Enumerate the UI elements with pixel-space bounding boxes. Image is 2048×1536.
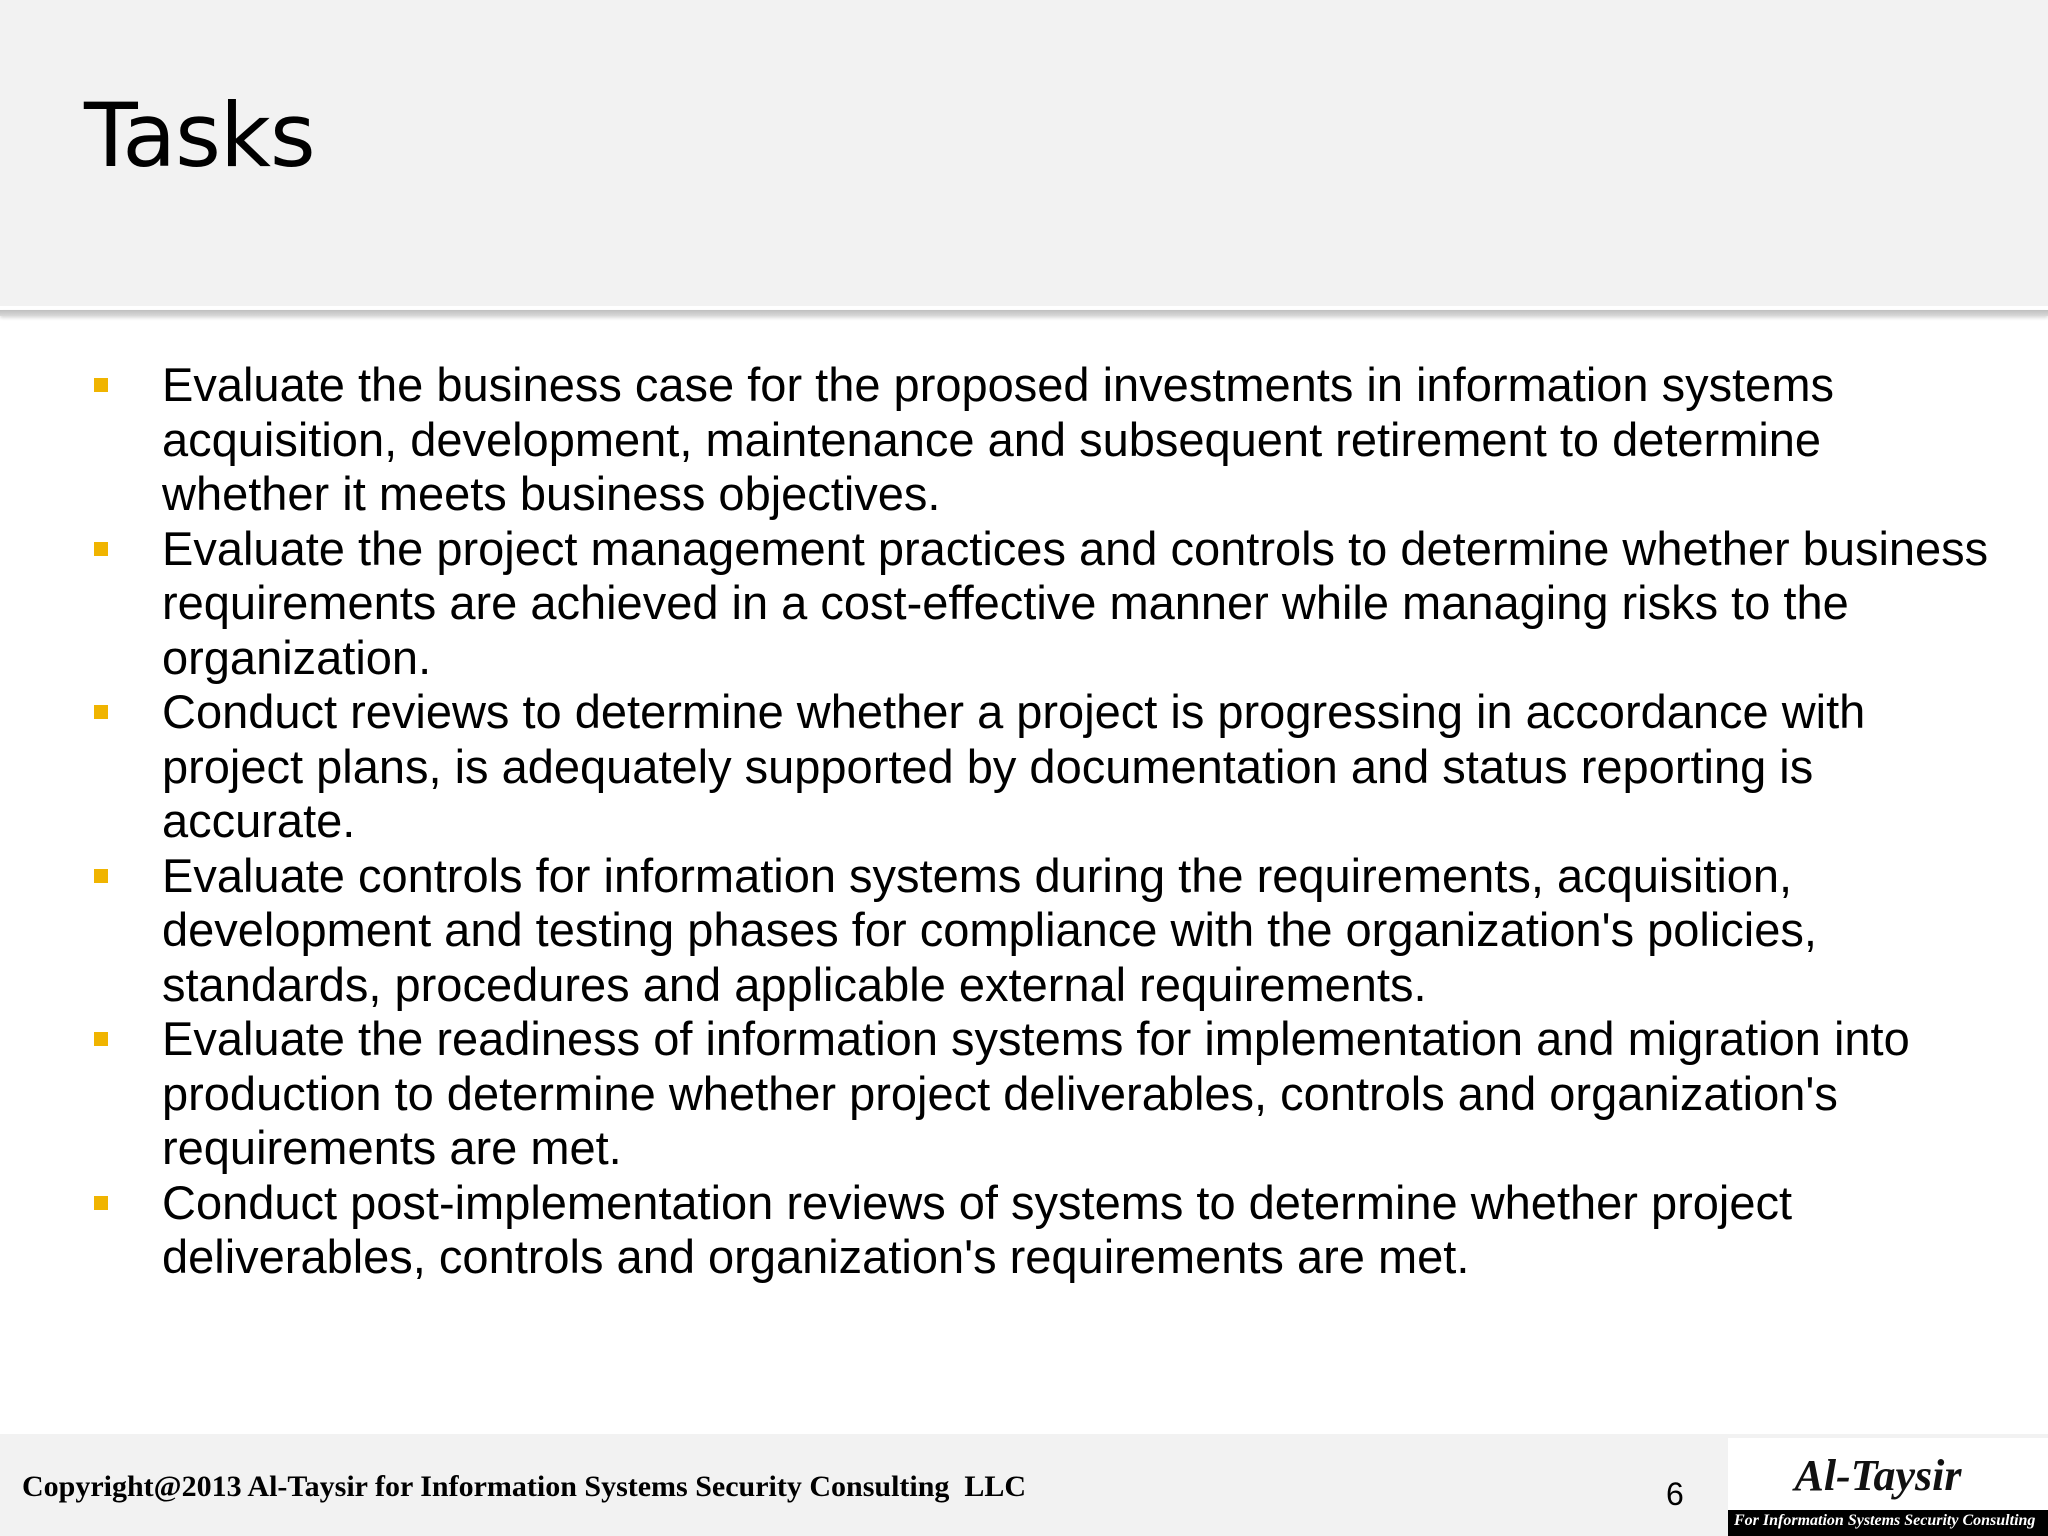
task-text: Evaluate the readiness of information systems for implementation and migration into production to determine whether project deliverables, controls and organization's requirements are met.: [162, 1012, 1910, 1174]
task-item: [92, 358, 1992, 522]
copyright-notice: Copyright@2013 Al-Taysir for Information Systems Security Consulting LLC: [22, 1470, 1027, 1503]
task-text: Conduct post-implementation reviews of systems to determine whether project deliverables, controls and organization's requirements are met.: [162, 1175, 1793, 1283]
task-item: [92, 522, 1992, 686]
bullet-square-icon: [94, 1196, 108, 1210]
task-item: [92, 1012, 1992, 1176]
task-text: Conduct reviews to determine whether a project is progressing in accordance with project plans, is adequately supported by documentation and status reporting is accurate.: [162, 685, 1866, 847]
bullet-square-icon: [94, 378, 108, 392]
slide-title: Tasks: [84, 84, 315, 187]
task-item: [92, 685, 1992, 849]
bullet-square-icon: [94, 705, 108, 719]
bullet-square-icon: [94, 869, 108, 883]
bullet-square-icon: [94, 1032, 108, 1046]
task-item: [92, 1176, 1992, 1285]
company-logo: [1728, 1438, 2048, 1536]
logo-tagline: For Information Systems Security Consulting: [1734, 1512, 2036, 1529]
task-text: Evaluate the business case for the proposed investments in information systems acquisition, development, maintenance and subsequent retirement to determine whether it meets business objectives.: [162, 358, 1834, 520]
task-list: [92, 358, 1992, 1285]
header-divider: [0, 310, 2048, 316]
task-text: Evaluate the project management practices and controls to determine whether business requirements are achieved in a cost-effective manner while managing risks to the organization.: [162, 521, 1989, 684]
page-number: 6: [1666, 1476, 1684, 1512]
bullet-square-icon: [94, 542, 108, 556]
logo-name: Al-Taysir: [1794, 1451, 1962, 1500]
task-text: Evaluate controls for information systems during the requirements, acquisition, development and testing phases for compliance with the organization's policies, standards, procedures and applicable external requirements.: [162, 848, 1817, 1011]
task-item: [92, 849, 1992, 1013]
